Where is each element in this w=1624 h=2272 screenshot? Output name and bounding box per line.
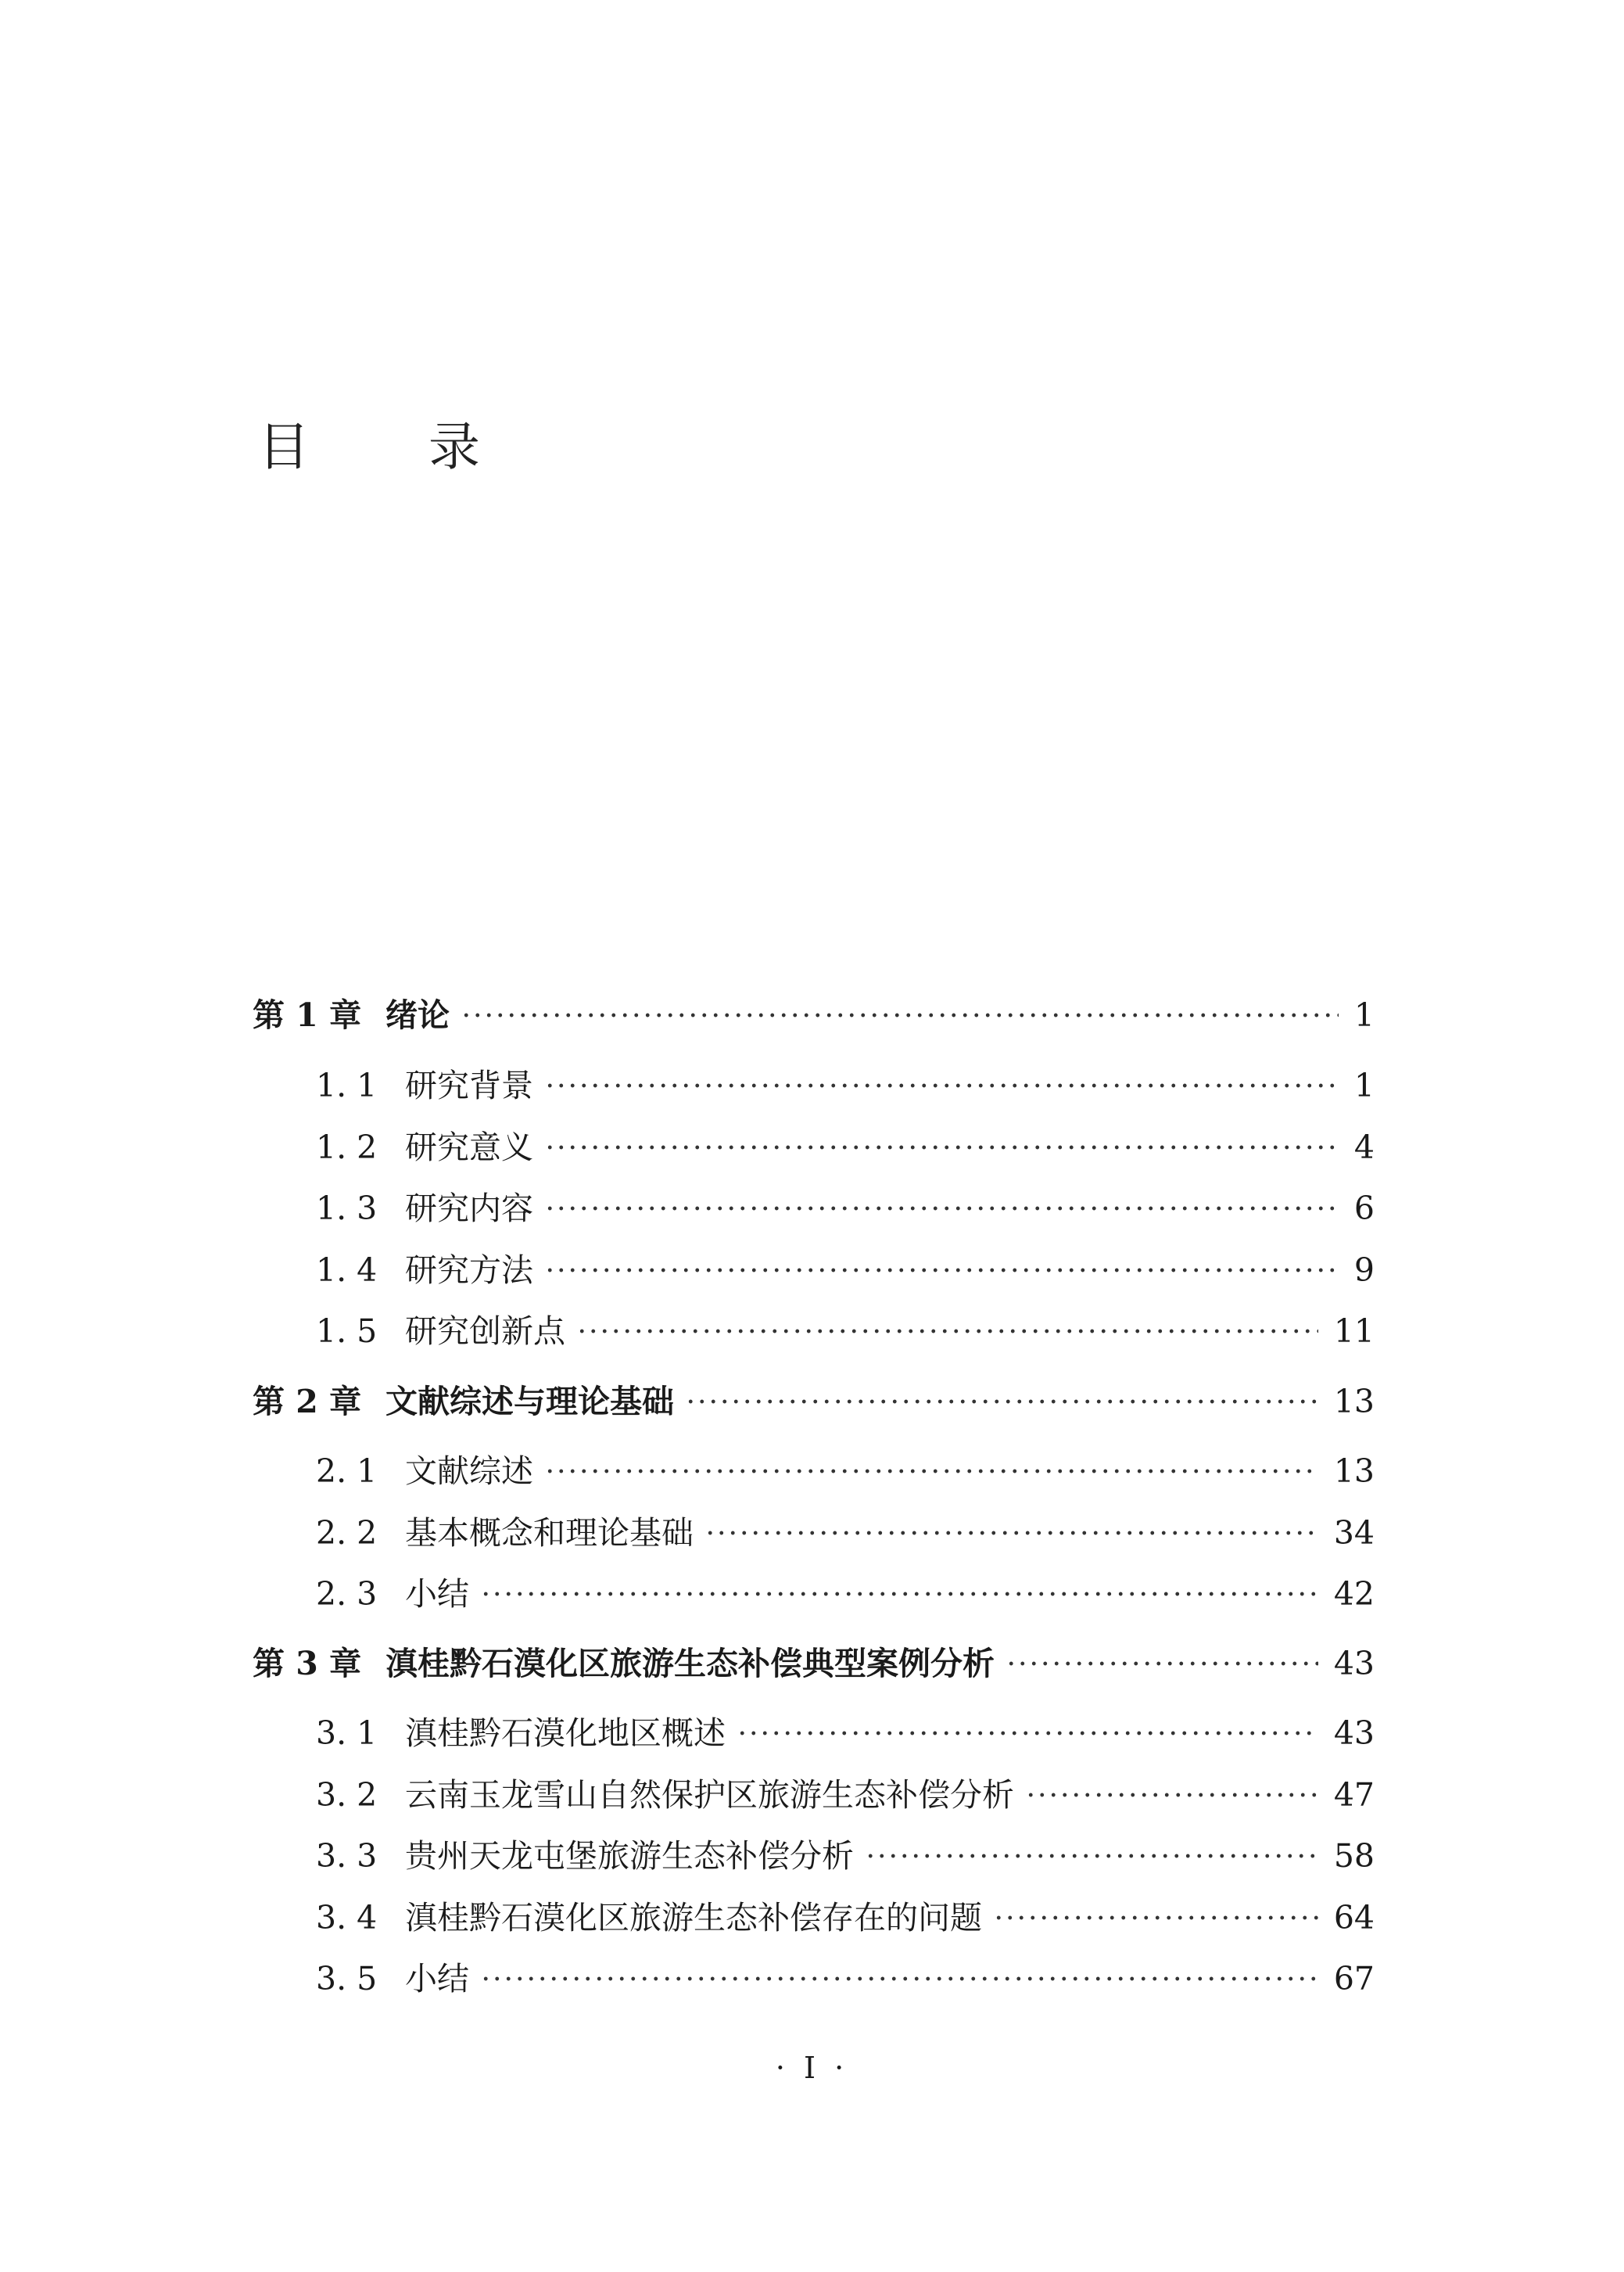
toc-section-3-2[interactable] [316, 1771, 1375, 1818]
dot-leader [544, 1140, 1339, 1155]
toc-chapter-2[interactable] [253, 1378, 1375, 1425]
toc-section-number: 3. 2 [316, 1776, 378, 1814]
toc-section-number: 2. 1 [316, 1452, 378, 1490]
toc-section-title: 研究方法 [405, 1251, 533, 1289]
dot-leader [865, 1848, 1318, 1864]
dot-leader [685, 1394, 1318, 1409]
toc-section-1-5[interactable] [316, 1308, 1375, 1355]
toc-section-3-5[interactable] [316, 1955, 1375, 2002]
toc-section-1-3[interactable] [316, 1185, 1375, 1232]
toc-section-1-1[interactable] [316, 1062, 1375, 1109]
toc-chapter-title: 文献综述与理论基础 [385, 1383, 674, 1420]
toc-page-number: 42 [1333, 1575, 1375, 1613]
dot-leader [576, 1323, 1318, 1339]
dot-leader [544, 1463, 1318, 1479]
toc-page-number: 6 [1353, 1190, 1375, 1227]
toc-page-number: 47 [1333, 1776, 1375, 1814]
toc-section-number: 3. 5 [316, 1960, 378, 1997]
toc-section-title: 研究创新点 [405, 1312, 565, 1350]
toc-section-title: 研究意义 [405, 1129, 533, 1166]
toc-section-number: 2. 2 [316, 1514, 378, 1552]
toc-section-title: 小结 [405, 1960, 469, 1997]
toc-page-number: 4 [1353, 1129, 1375, 1166]
toc-section-3-1[interactable] [316, 1710, 1375, 1757]
toc-page-number: 43 [1333, 1714, 1375, 1752]
toc-page-number: 11 [1333, 1312, 1375, 1350]
dot-leader [704, 1525, 1318, 1541]
dot-leader [544, 1262, 1339, 1278]
page-folio: · I · [775, 2051, 849, 2085]
toc-page-number: 67 [1333, 1960, 1375, 1997]
toc-section-title: 小结 [405, 1575, 469, 1613]
toc-section-number: 3. 1 [316, 1714, 378, 1752]
dot-leader [737, 1725, 1318, 1741]
toc-section-3-4[interactable] [316, 1894, 1375, 1941]
toc-chapter-number: 第 1 章 [253, 996, 362, 1034]
toc-section-number: 1. 3 [316, 1190, 378, 1227]
toc-section-number: 3. 4 [316, 1899, 378, 1936]
dot-leader [461, 1007, 1339, 1023]
toc-section-1-2[interactable] [316, 1124, 1375, 1171]
toc-section-number: 1. 1 [316, 1067, 378, 1104]
dot-leader [1006, 1656, 1318, 1671]
toc-section-title: 贵州天龙屯堡旅游生态补偿分析 [405, 1837, 854, 1875]
toc-page-number: 13 [1333, 1383, 1375, 1420]
toc-section-title: 文献综述 [405, 1452, 533, 1490]
toc-page-number: 9 [1353, 1251, 1375, 1289]
toc-chapter-title: 绪论 [385, 996, 450, 1034]
toc-page-number: 1 [1353, 996, 1375, 1034]
toc-section-title: 研究内容 [405, 1190, 533, 1227]
toc-section-title: 云南玉龙雪山自然保护区旅游生态补偿分析 [405, 1776, 1014, 1814]
toc-chapter-number: 第 3 章 [253, 1645, 362, 1682]
toc-section-title: 基本概念和理论基础 [405, 1514, 694, 1552]
toc-page-number: 58 [1333, 1837, 1375, 1875]
title-char-2: 录 [428, 417, 480, 477]
toc-page-number: 43 [1333, 1645, 1375, 1682]
title-char-1: 目 [258, 417, 310, 477]
dot-leader [480, 1586, 1318, 1602]
dot-leader [480, 1971, 1318, 1987]
toc-chapter-number: 第 2 章 [253, 1383, 362, 1420]
toc-section-number: 2. 3 [316, 1575, 378, 1613]
toc-section-1-4[interactable] [316, 1247, 1375, 1294]
dot-leader [993, 1910, 1318, 1926]
toc-section-title: 滇桂黔石漠化区旅游生态补偿存在的问题 [405, 1899, 982, 1936]
toc-section-number: 1. 4 [316, 1251, 378, 1289]
toc-chapter-3[interactable] [253, 1640, 1375, 1687]
toc-chapter-title: 滇桂黔石漠化区旅游生态补偿典型案例分析 [385, 1645, 995, 1682]
toc-section-title: 滇桂黔石漠化地区概述 [405, 1714, 726, 1752]
toc-section-2-1[interactable] [316, 1448, 1375, 1495]
toc-section-2-2[interactable] [316, 1509, 1375, 1556]
toc-page-number: 1 [1353, 1067, 1375, 1104]
toc-section-number: 3. 3 [316, 1837, 378, 1875]
toc-section-title: 研究背景 [405, 1067, 533, 1104]
toc-chapter-1[interactable] [253, 992, 1375, 1039]
toc-section-number: 1. 5 [316, 1312, 378, 1350]
dot-leader [544, 1078, 1339, 1093]
toc-section-number: 1. 2 [316, 1129, 378, 1166]
toc-page-number: 13 [1333, 1452, 1375, 1490]
toc-section-3-3[interactable] [316, 1832, 1375, 1879]
toc-section-2-3[interactable] [316, 1570, 1375, 1617]
toc-page-number: 34 [1333, 1514, 1375, 1552]
toc-page-number: 64 [1333, 1899, 1375, 1936]
dot-leader [544, 1201, 1339, 1216]
dot-leader [1025, 1787, 1318, 1803]
